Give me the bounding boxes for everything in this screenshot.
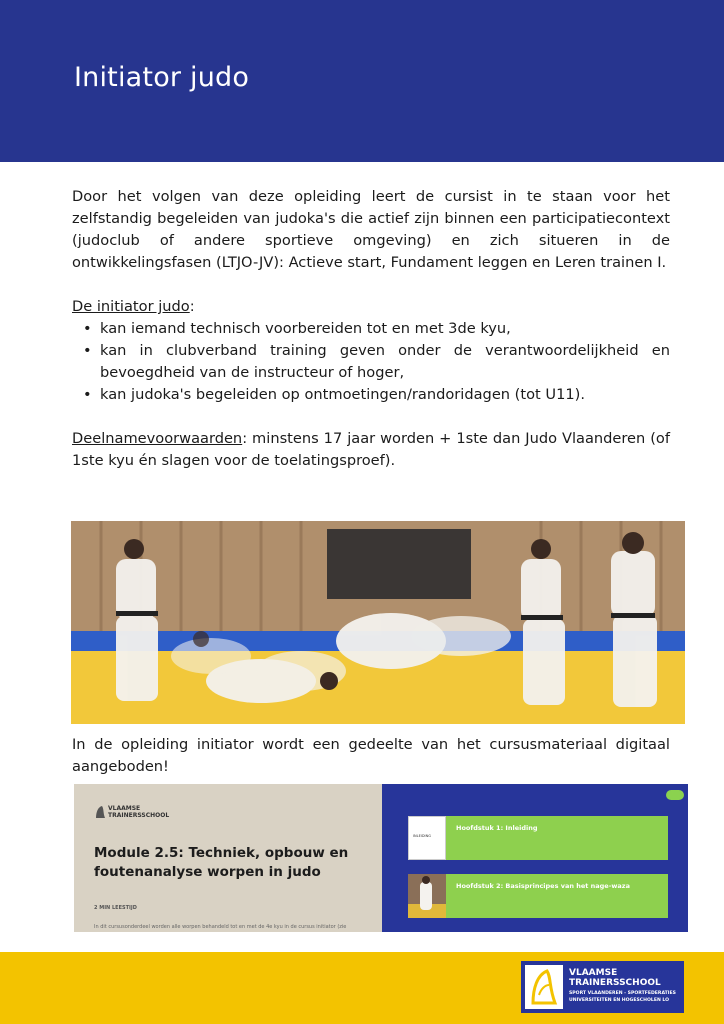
logo-subtitle-line-1: SPORT VLAANDEREN - SPORTFEDERATIES [569, 991, 676, 996]
role-item: • kan judoka's begeleiden op ontmoetingen/randoridagen (tot U11). [80, 384, 670, 406]
vlaamse-trainersschool-logo [521, 961, 684, 1013]
chapter-2-link[interactable] [446, 874, 668, 918]
module-cover [74, 784, 382, 932]
requirements-text: : minstens 17 jaar worden + 1ste dan Judo Vlaanderen (of 1ste kyu én slagen voor de toelatingsproef). [72, 430, 670, 469]
role-item: • kan in clubverband training geven onder de verantwoordelijkheid en bevoegdheid van de instructeur of hoger, [80, 340, 670, 384]
judo-photo-illustration [71, 521, 685, 724]
logo-subtitle-line-2: UNIVERSITEITEN EN HOGESCHOLEN LO [569, 998, 670, 1003]
chapter-1-label: Hoofdstuk 1: Inleiding [456, 824, 538, 832]
judo-photo [71, 521, 685, 724]
page-title: Initiator judo [74, 62, 250, 93]
requirements-label: Deelnamevoorwaarden [72, 430, 243, 447]
logo-name-line-2: TRAINERSSCHOOL [569, 978, 661, 988]
role-list [80, 318, 670, 406]
chapter-1-link[interactable] [446, 816, 668, 860]
module-title: Module 2.5: Techniek, opbouw en foutenanalyse worpen in judo [94, 845, 349, 880]
reading-time: 2 MIN LEESTIJD [94, 905, 137, 911]
intro-paragraph: Door het volgen van deze opleiding leert de cursist in te staan voor het zelfstandig begeleiden van judoka's die actief zijn binnen een participatiecontext (judoclub of andere sportieve omgeving) en zich situeren in de ontwikkelingsfasen (LTJO-JV): Actieve start, Fundament leggen en Leren trainen I. [72, 188, 670, 271]
logo-name-line-1: VLAAMSE [569, 968, 618, 978]
chapter-2-label: Hoofdstuk 2: Basisprincipes van het nage-waza [456, 882, 630, 890]
flemish-lion-icon [525, 965, 563, 1009]
header-banner [0, 0, 724, 162]
preview-logo-line: TRAINERSSCHOOL [108, 812, 170, 819]
role-item: • kan iemand technisch voorbereiden tot en met 3de kyu, [80, 318, 670, 340]
progress-dot [666, 790, 684, 800]
judoka-thumbnail-illustration [408, 874, 446, 918]
role-heading: De initiator judo: [72, 298, 195, 315]
main-content [72, 186, 670, 472]
lion-logo-icon [94, 804, 106, 820]
module-intro-text: In dit cursusonderdeel worden alle worpen behandeld tot en met de 4e kyu in de cursus initiator (zie [94, 924, 347, 930]
role-heading-text: De initiator judo [72, 298, 190, 315]
requirements-paragraph [72, 428, 670, 472]
preview-logo-text [108, 805, 169, 819]
preview-logo-line: VLAAMSE [108, 805, 141, 812]
chapter-thumbnail [408, 816, 446, 860]
chapter-thumbnail [408, 874, 446, 918]
digital-course-preview [74, 784, 688, 932]
digital-note: In de opleiding initiator wordt een gedeelte van het cursusmateriaal digitaal aangeboden! [72, 736, 670, 775]
thumbnail-label: INLEIDING [413, 834, 431, 838]
